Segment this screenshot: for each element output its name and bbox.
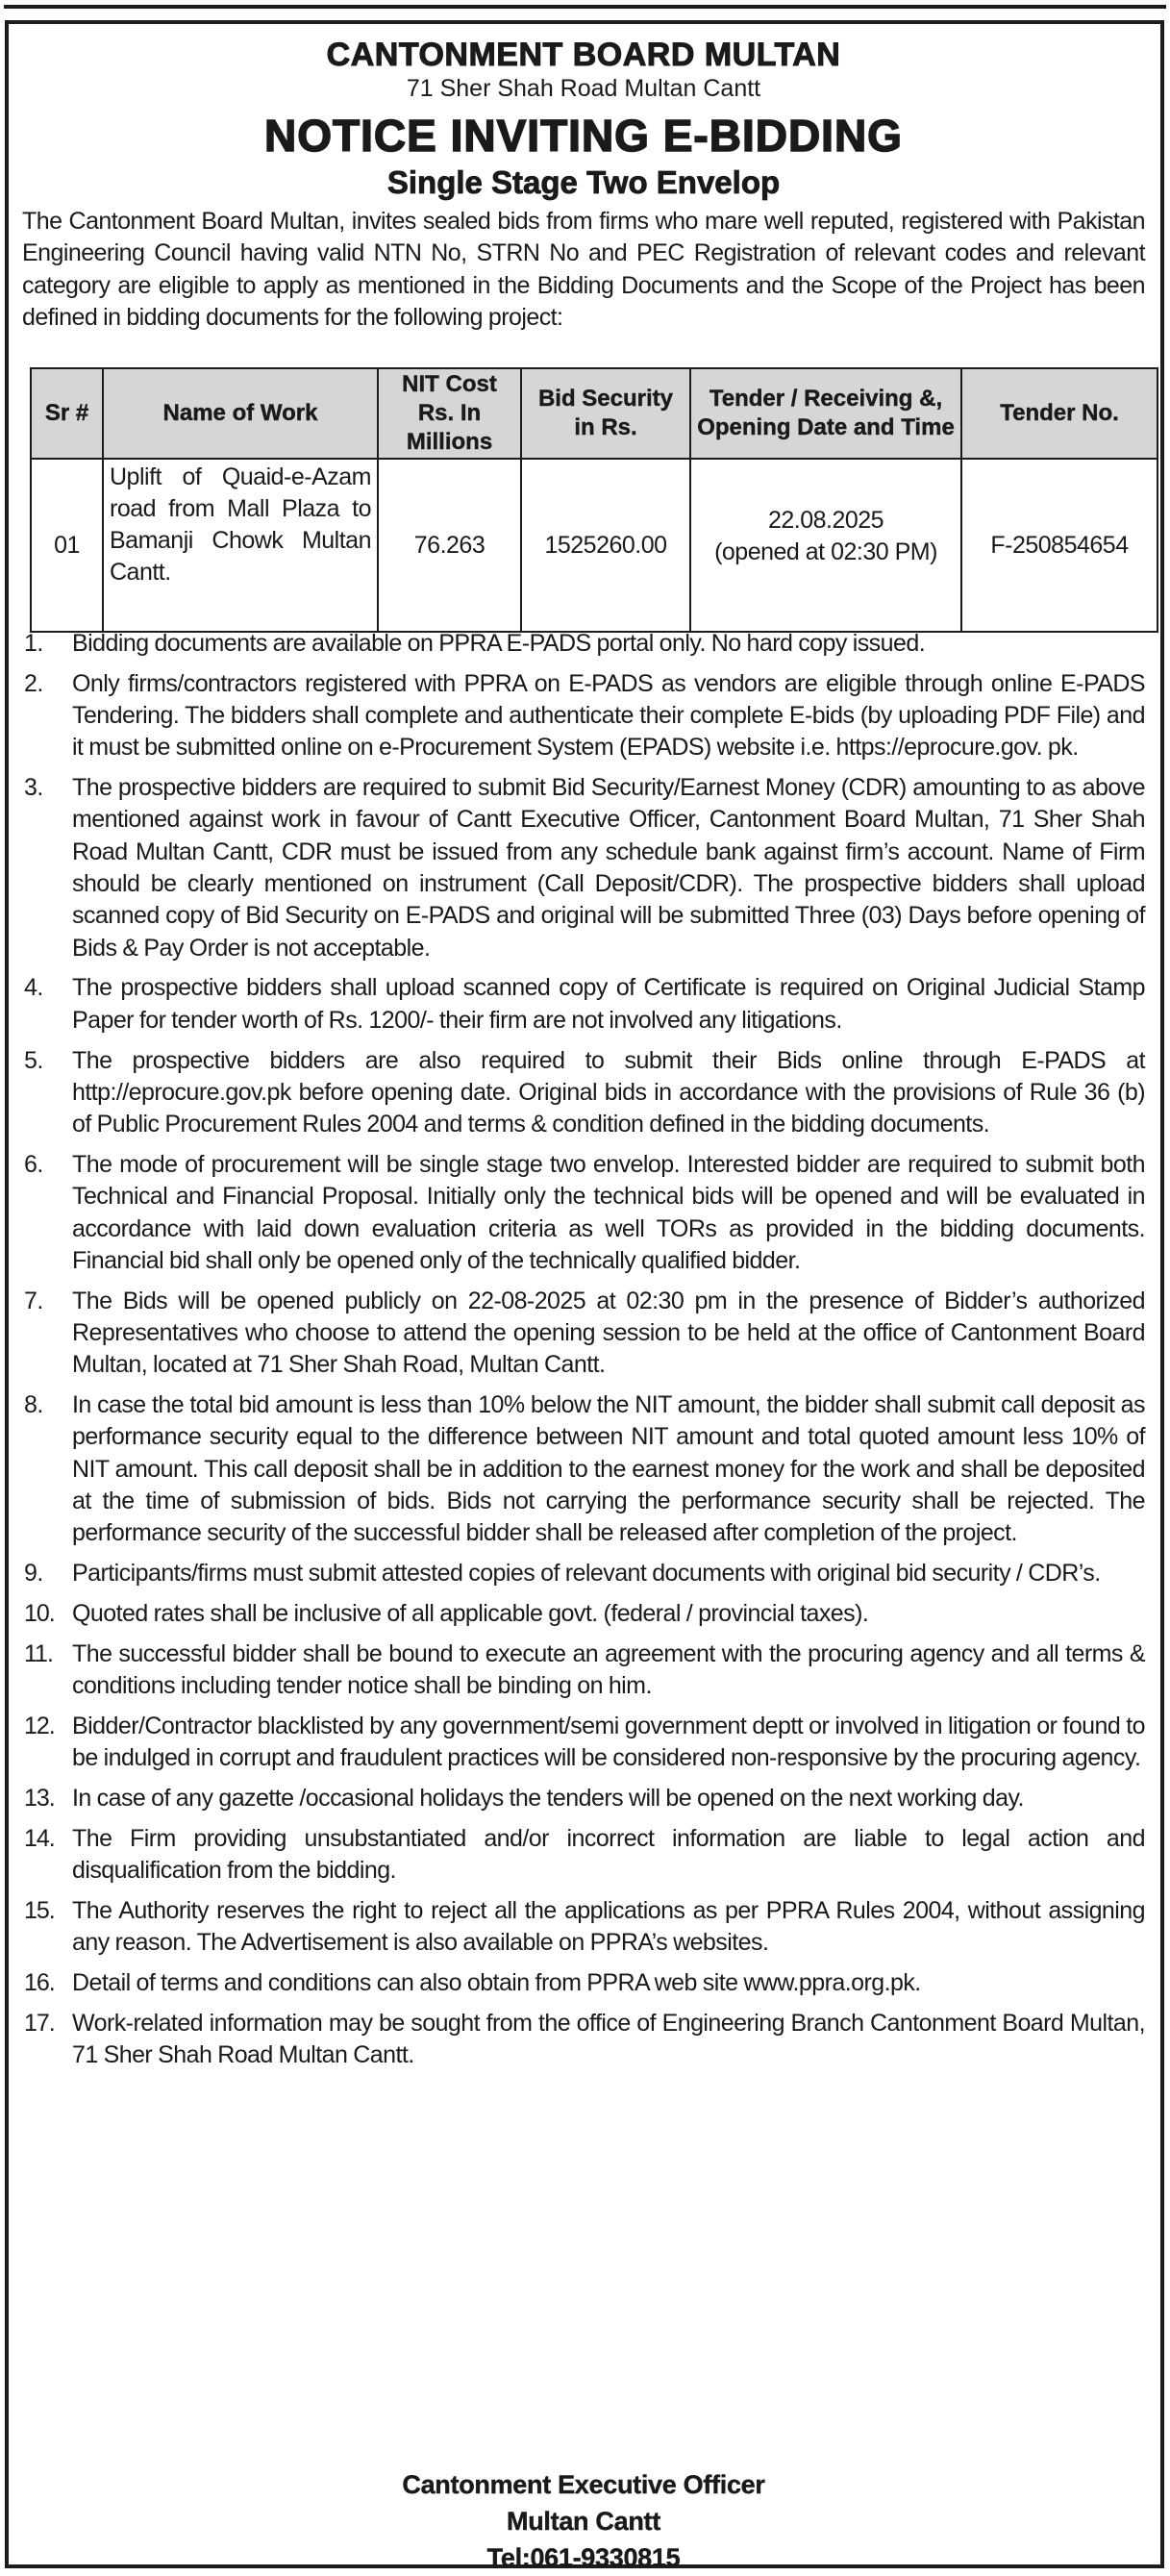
- list-item-text: Bidding documents are available on PPRA E-PADS portal only. No hard copy issued.: [72, 630, 926, 657]
- list-item: [22, 668, 1145, 764]
- list-item: [22, 1149, 1145, 1277]
- top-rule: [4, 5, 1166, 9]
- list-item: [22, 972, 1145, 1037]
- list-item: [22, 1045, 1145, 1141]
- list-item: [22, 1389, 1145, 1549]
- list-item-number: 13.: [24, 1784, 55, 1812]
- list-item-number: 2.: [24, 669, 43, 697]
- list-item-number: 7.: [24, 1287, 43, 1314]
- column-header-bid-security: Bid Security in Rs.: [521, 368, 690, 459]
- list-item-text: Quoted rates shall be inclusive of all applicable govt. (federal / provincial taxes).: [72, 1599, 869, 1627]
- list-item-number: 6.: [24, 1150, 43, 1178]
- list-item-number: 9.: [24, 1560, 43, 1588]
- list-item-text: The mode of procurement will be single stage two envelop. Interested bidder are required to submit both Technical and Financial Proposal. Initially only the technical bids will be opened and will be evaluated in accordance with laid down evaluation criteria as well TORs as provided in the bidding documents. Financial bid shall only be opened only of the technically qualified bidder.: [72, 1150, 1145, 1274]
- list-item-number: 3.: [24, 774, 43, 802]
- notice-subtitle: Single Stage Two Envelop: [386, 164, 781, 200]
- list-item-number: 4.: [24, 974, 43, 1002]
- list-item-text: Only firms/contractors registered with PPRA on E-PADS as vendors are eligible through online E-PADS Tendering. The bidders shall complete and authenticate their complete E-bids (by uploading PDF File) and it must be submitted online on e-Procurement System (EPADS) website i.e. https://eprocure.gov. pk.: [72, 669, 1145, 762]
- list-item-text: The Bids will be opened publicly on 22-08-2025 at 02:30 pm in the presence of Bidder’s authorized Representatives who choose to attend the opening session to be held at the office of Cantonment Board Multan, located at 71 Sher Shah Road, Multan Cantt.: [72, 1287, 1145, 1379]
- list-item-text: The Firm providing unsubstantiated and/or incorrect information are liable to legal action and disqualification from the bidding.: [72, 1824, 1145, 1884]
- list-item-number: 10.: [24, 1599, 55, 1627]
- list-item: [22, 772, 1145, 964]
- signatory-location: Multan Cantt: [507, 2507, 660, 2536]
- column-header-nit-cost: NIT Cost Rs. In Millions: [378, 368, 521, 459]
- column-header-name-of-work: Name of Work: [103, 368, 378, 459]
- column-header-opening-date: Tender / Receiving &, Opening Date and Time: [690, 368, 961, 459]
- opening-time: (opened at 02:30 PM): [714, 538, 937, 565]
- table-header-row: [31, 368, 1158, 459]
- list-item-text: The successful bidder shall be bound to execute an agreement with the procuring agency and all terms & conditions including tender notice shall be binding on him.: [72, 1639, 1145, 1699]
- list-item-text: The prospective bidders are required to submit Bid Security/Earnest Money (CDR) amounting to as above mentioned against work in favour of Cantt Executive Officer, Cantonment Board Multan, 71 Sher Shah Road Multan Cantt, CDR must be issued from any schedule bank against firm’s account. Name of Firm should be clearly mentioned on instrument (Call Deposit/CDR). The prospective bidders shall upload scanned copy of Bid Security on E-PADS and original will be submitted Three (03) Days before opening of Bids & Pay Order is not acceptable.: [72, 774, 1145, 962]
- cell-sr: 01: [31, 459, 103, 632]
- intro-paragraph: The Cantonment Board Multan, invites sealed bids from firms who mare well reputed, registered with Pakistan Engineering Council having valid NTN No, STRN No and PEC Registration of relevant codes and relevant category are eligible to apply as mentioned in the Bidding Documents and the Scope of the Project has been defined in bidding documents for the following project:: [22, 208, 1145, 331]
- list-item: [22, 1967, 1145, 1999]
- cell-name-of-work: Uplift of Quaid-e-Azam road from Mall Plaza to Bamanji Chowk Multan Cantt.: [103, 459, 378, 632]
- list-item: [22, 1558, 1145, 1589]
- cell-bid-security: 1525260.00: [521, 459, 690, 632]
- list-item-text: Bidder/Contractor blacklisted by any government/semi government deptt or involved in litigation or found to be indulged in corrupt and fraudulent practices will be considered non-responsive by the procuring agency.: [72, 1712, 1145, 1771]
- terms-list: [22, 628, 1145, 2080]
- list-item-number: 5.: [24, 1046, 43, 1074]
- list-item-text: The Authority reserves the right to reject all the applications as per PPRA Rules 2004, without assigning any reason. The Advertisement is also available on PPRA’s websites.: [72, 1896, 1145, 1956]
- list-item-number: 16.: [24, 1968, 55, 1996]
- list-item-text: The prospective bidders are also required to submit their Bids online through E-PADS at http://eprocure.gov.pk before opening date. Original bids in accordance with the provisions of Rule 36 (b) of Public Procurement Rules 2004 and terms & condition defined in the bidding documents.: [72, 1046, 1145, 1138]
- cell-tender-no: F-250854654: [961, 459, 1158, 632]
- list-item-number: 1.: [24, 630, 43, 657]
- list-item-text: The prospective bidders shall upload scanned copy of Certificate is required on Original Judicial Stamp Paper for tender worth of Rs. 1200/- their firm are not involved any litigations.: [72, 974, 1145, 1034]
- list-item-number: 15.: [24, 1896, 55, 1924]
- cell-opening-date-time: [690, 459, 961, 632]
- notice-frame: [5, 20, 1164, 2572]
- list-item: [22, 1286, 1145, 1382]
- list-item-text: Detail of terms and conditions can also obtain from PPRA web site www.ppra.org.pk.: [72, 1968, 921, 1996]
- list-item-text: Participants/firms must submit attested copies of relevant documents with original bid security / CDR’s.: [72, 1560, 1101, 1588]
- tender-table: [30, 367, 1158, 633]
- list-item-number: 17.: [24, 2009, 55, 2037]
- list-item-text: In case the total bid amount is less than 10% below the NIT amount, the bidder shall submit call deposit as performance security equal to the difference between NIT amount and total quoted amount less 10% of NIT amount. This call deposit shall be in addition to the earnest money for the work and shall be deposited at the time of submission of bids. Bids not carrying the performance security shall be rejected. The performance security of the successful bidder shall be released after completion of the project.: [72, 1391, 1145, 1547]
- cell-nit-cost: 76.263: [378, 459, 521, 632]
- list-item: [22, 1823, 1145, 1888]
- signatory-designation: Cantonment Executive Officer: [402, 2470, 765, 2499]
- list-item-text: In case of any gazette /occasional holidays the tenders will be opened on the next working day.: [72, 1784, 1024, 1812]
- list-item: [22, 2008, 1145, 2072]
- organization-title: CANTONMENT BOARD MULTAN: [326, 37, 841, 73]
- list-item-text: Work-related information may be sought from the office of Engineering Branch Cantonment Board Multan, 71 Sher Shah Road Multan Cantt.: [72, 2009, 1145, 2068]
- column-header-sr: Sr #: [31, 368, 103, 459]
- opening-date: 22.08.2025: [767, 507, 884, 534]
- list-item-number: 11.: [24, 1639, 53, 1667]
- list-item-number: 8.: [24, 1391, 43, 1419]
- list-item: [22, 1598, 1145, 1630]
- list-item: [22, 1895, 1145, 1960]
- contact-phone: Tel:061-9330815: [486, 2543, 681, 2572]
- list-item-number: 12.: [24, 1712, 55, 1739]
- list-item: [22, 628, 1145, 660]
- list-item: [22, 1711, 1145, 1775]
- organization-address: 71 Sher Shah Road Multan Cantt: [406, 75, 761, 102]
- column-header-tender-no: Tender No.: [961, 368, 1158, 459]
- list-item: [22, 1638, 1145, 1703]
- signature-block: [22, 2466, 1145, 2576]
- notice-title: NOTICE INVITING E-BIDDING: [264, 111, 903, 161]
- table-row: [31, 459, 1158, 632]
- list-item-number: 14.: [24, 1824, 55, 1852]
- list-item: [22, 1783, 1145, 1814]
